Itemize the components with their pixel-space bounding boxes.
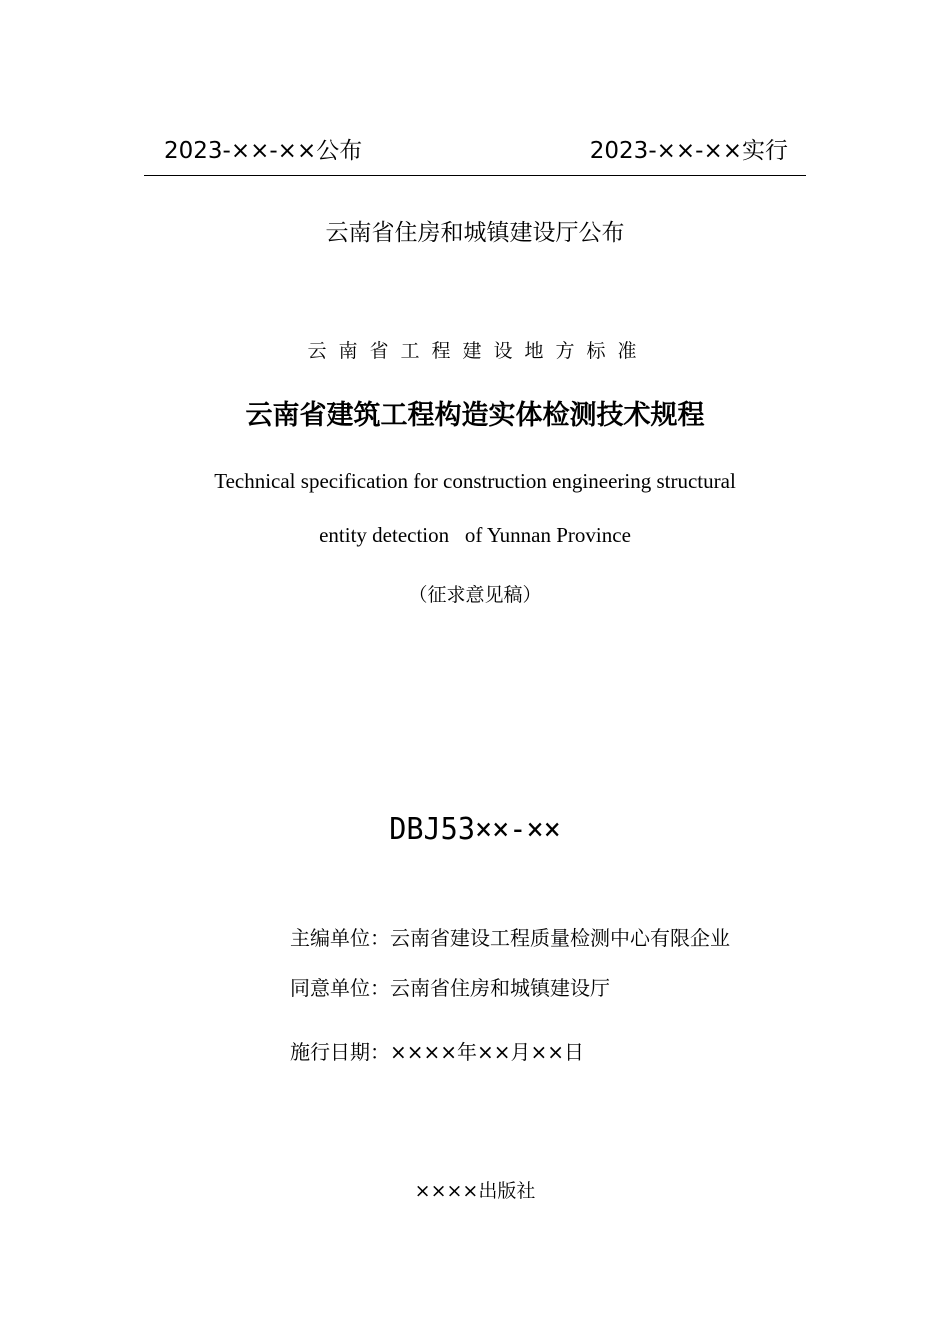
document-title: 云南省建筑工程构造实体检测技术规程 <box>245 400 705 431</box>
standard-code: DBJ53××-×× <box>389 812 561 847</box>
effective-date: 施行日期：××××年××月××日 <box>290 1040 585 1064</box>
approving-unit: 同意单位：云南省住房和城镇建设厅 <box>290 976 610 1000</box>
english-title-line-2: entity detection of Yunnan Province <box>319 523 631 547</box>
publisher-name: ××××出版社 <box>414 1180 536 1202</box>
standard-category: 云南省工程建设地方标准 <box>307 340 649 362</box>
implement-date: 2023-××-××实行 <box>589 138 788 164</box>
draft-note: （征求意见稿） <box>408 584 542 606</box>
publish-date: 2023-××-××公布 <box>164 138 363 164</box>
chief-editor-unit: 主编单位：云南省建设工程质量检测中心有限企业 <box>290 926 730 950</box>
issuing-authority: 云南省住房和城镇建设厅公布 <box>325 220 625 246</box>
english-title-line-1: Technical specification for construction engineering structural <box>214 469 736 493</box>
header-divider <box>144 175 806 176</box>
date-header <box>144 132 806 166</box>
